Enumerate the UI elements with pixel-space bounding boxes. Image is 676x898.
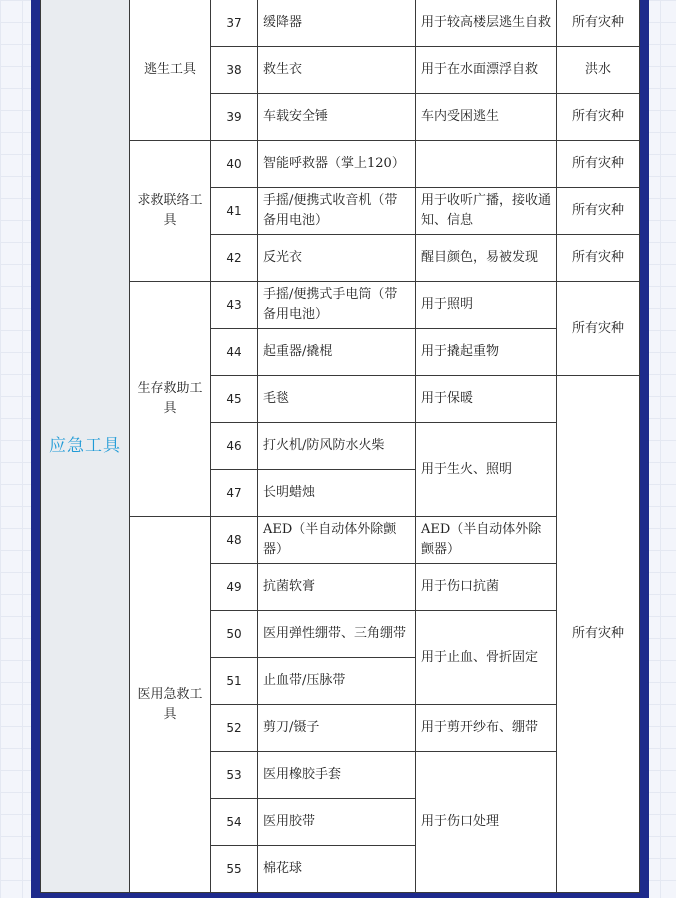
table-row <box>41 282 640 329</box>
item-name: 医用橡胶手套 <box>258 752 416 799</box>
item-disaster: 所有灾种 <box>557 235 640 282</box>
item-number: 53 <box>211 752 258 799</box>
item-name: 剪刀/镊子 <box>258 705 416 752</box>
item-number: 52 <box>211 705 258 752</box>
item-number: 46 <box>211 423 258 470</box>
item-number: 47 <box>211 470 258 517</box>
item-number: 42 <box>211 235 258 282</box>
item-name: 止血带/压脉带 <box>258 658 416 705</box>
item-use: 用于在水面漂浮自救 <box>416 47 557 94</box>
item-disaster: 所有灾种 <box>557 141 640 188</box>
item-number: 44 <box>211 329 258 376</box>
item-use: 用于止血、骨折固定 <box>416 611 557 705</box>
item-use: 用于收听广播，接收通知、信息 <box>416 188 557 235</box>
item-number: 45 <box>211 376 258 423</box>
item-name: 抗菌软膏 <box>258 564 416 611</box>
item-number: 43 <box>211 282 258 329</box>
item-number: 50 <box>211 611 258 658</box>
item-disaster: 所有灾种 <box>557 0 640 47</box>
item-name: 车载安全锤 <box>258 94 416 141</box>
subcategory-cell: 求救联络工具 <box>130 141 211 282</box>
item-name: 长明蜡烛 <box>258 470 416 517</box>
item-name: 打火机/防风防水火柴 <box>258 423 416 470</box>
item-number: 37 <box>211 0 258 47</box>
item-use: 用于较高楼层逃生自救 <box>416 0 557 47</box>
table-row <box>41 141 640 188</box>
item-number: 51 <box>211 658 258 705</box>
item-number: 39 <box>211 94 258 141</box>
item-number: 54 <box>211 799 258 846</box>
item-number: 41 <box>211 188 258 235</box>
item-name: 医用胶带 <box>258 799 416 846</box>
item-name: AED（半自动体外除颤器） <box>258 517 416 564</box>
item-use: 用于剪开纱布、绷带 <box>416 705 557 752</box>
item-name: 救生衣 <box>258 47 416 94</box>
item-number: 55 <box>211 846 258 893</box>
emergency-supplies-table <box>40 0 640 893</box>
item-disaster: 所有灾种 <box>557 188 640 235</box>
item-use: 用于生火、照明 <box>416 423 557 517</box>
subcategory-cell: 医用急救工具 <box>130 517 211 893</box>
item-use: 醒目颜色，易被发现 <box>416 235 557 282</box>
table-row <box>41 517 640 564</box>
item-disaster: 所有灾种 <box>557 282 640 376</box>
item-disaster: 所有灾种 <box>557 376 640 893</box>
item-disaster: 洪水 <box>557 47 640 94</box>
item-name: 医用弹性绷带、三角绷带 <box>258 611 416 658</box>
item-name: 手摇/便携式手电筒（带备用电池） <box>258 282 416 329</box>
item-number: 40 <box>211 141 258 188</box>
item-name: 缓降器 <box>258 0 416 47</box>
item-disaster: 所有灾种 <box>557 94 640 141</box>
item-name: 起重器/撬棍 <box>258 329 416 376</box>
item-name: 棉花球 <box>258 846 416 893</box>
item-name: 反光衣 <box>258 235 416 282</box>
item-name: 手摇/便携式收音机（带备用电池） <box>258 188 416 235</box>
item-use: 用于撬起重物 <box>416 329 557 376</box>
subcategory-cell: 生存救助工具 <box>130 282 211 517</box>
table-row <box>41 0 640 47</box>
item-use: 用于照明 <box>416 282 557 329</box>
item-number: 38 <box>211 47 258 94</box>
item-use: 用于伤口处理 <box>416 752 557 893</box>
item-use: 用于保暖 <box>416 376 557 423</box>
subcategory-cell: 逃生工具 <box>130 0 211 141</box>
item-use <box>416 141 557 188</box>
item-use: AED（半自动体外除颤器） <box>416 517 557 564</box>
item-name: 智能呼救器（掌上120） <box>258 141 416 188</box>
item-name: 毛毯 <box>258 376 416 423</box>
item-number: 49 <box>211 564 258 611</box>
item-use: 车内受困逃生 <box>416 94 557 141</box>
category-cell: 应急工具 <box>41 0 130 893</box>
item-use: 用于伤口抗菌 <box>416 564 557 611</box>
item-number: 48 <box>211 517 258 564</box>
